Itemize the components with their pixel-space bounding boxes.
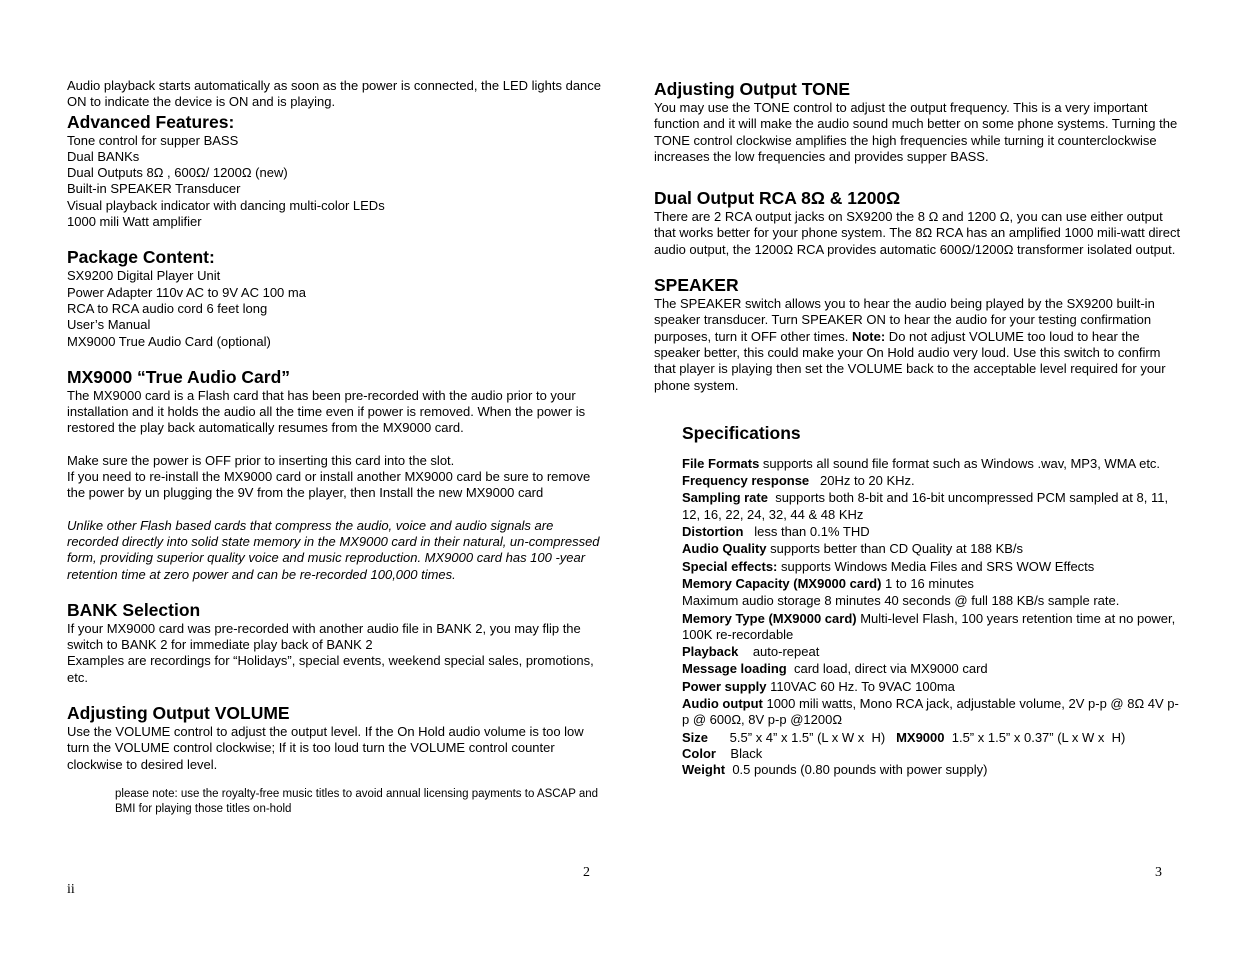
spec-row bbox=[682, 456, 1184, 472]
mx9000-reinstall: If you need to re-install the MX9000 card or install another MX9000 card be sure to remove the power by un plugging the 9V from the player, then Install the new MX9000 card bbox=[67, 469, 591, 501]
mx9000-heading: MX9000 “True Audio Card” bbox=[67, 366, 291, 387]
tone-paragraph: You may use the TONE control to adjust the output frequency. This is a very important function and it will make the audio sound much better on some phone systems. Turning the TONE control clockwise amplifies the high frequencies while turning it counterclockwise increases the low frequencies and provides supper BASS. bbox=[654, 100, 1178, 164]
spec-value: 20Hz to 20 KHz. bbox=[809, 473, 915, 489]
package-content-heading: Package Content: bbox=[67, 247, 215, 268]
speaker-heading: SPEAKER bbox=[654, 275, 739, 296]
speaker-paragraph bbox=[654, 296, 1184, 394]
dual-output-heading: Dual Output RCA 8Ω & 1200Ω bbox=[654, 188, 901, 209]
spec-value: 0.5 pounds (0.80 pounds with power supply) bbox=[725, 762, 988, 778]
spec-value: 110VAC 60 Hz. To 9VAC 100ma bbox=[766, 678, 955, 694]
list-item: Built-in SPEAKER Transducer bbox=[67, 181, 241, 197]
royalty-note: please note: use the royalty-free music titles to avoid annual licensing payments to ASCAP and BMI for playing those titles on-hold bbox=[115, 787, 599, 815]
spec-value: 1.5” x 1.5” x 0.37” (L x W x H) bbox=[944, 729, 1126, 745]
spec-value: 1 to 16 minutes bbox=[881, 575, 974, 591]
list-item: Tone control for supper BASS bbox=[67, 132, 239, 148]
spec-key: Color bbox=[682, 745, 716, 761]
package-list bbox=[67, 268, 602, 349]
list-item: User’s Manual bbox=[67, 317, 151, 333]
list-item: RCA to RCA audio cord 6 feet long bbox=[67, 300, 268, 316]
spec-row bbox=[682, 559, 1184, 575]
spec-row bbox=[682, 576, 1184, 592]
list-item: Dual BANKs bbox=[67, 148, 140, 164]
list-item: Power Adapter 110v AC to 9V AC 100 ma bbox=[67, 284, 306, 300]
spec-row-weight bbox=[682, 762, 1184, 778]
advanced-features-heading: Advanced Features: bbox=[67, 111, 235, 132]
spec-key: Power supply bbox=[682, 678, 767, 694]
spec-row bbox=[682, 473, 1184, 489]
list-item: Visual playback indicator with dancing multi-color LEDs bbox=[67, 197, 385, 213]
spec-value: less than 0.1% THD bbox=[743, 524, 870, 540]
intro-text: Audio playback starts automatically as soon as the power is connected, the LED lights dance ON to indicate the device is ON and is playing. bbox=[67, 78, 602, 110]
spec-key: MX9000 bbox=[896, 729, 945, 745]
spec-key: File Formats bbox=[682, 455, 760, 471]
spec-row bbox=[682, 696, 1184, 729]
speaker-note-label: Note: bbox=[851, 328, 886, 344]
spec-value: 5.5” x 4” x 1.5” (L x W x H) bbox=[708, 729, 897, 745]
spec-key: Weight bbox=[682, 762, 726, 778]
bank-paragraph: If your MX9000 card was pre-recorded with another audio file in BANK 2, you may flip the switch to BANK 2 for immediate play back of BANK 2 bbox=[67, 620, 581, 653]
spec-row bbox=[682, 541, 1184, 557]
list-item: MX9000 True Audio Card (optional) bbox=[67, 333, 271, 349]
spec-row bbox=[682, 661, 1184, 677]
spec-value: 1000 mili watts, Mono RCA jack, adjustable volume, 2V p-p @ 8Ω 4V p-p @ 600Ω, 8V p-p @1200Ω bbox=[682, 696, 1179, 728]
list-item: SX9200 Digital Player Unit bbox=[67, 268, 221, 284]
spec-row-size bbox=[682, 730, 1184, 746]
spec-value: supports Windows Media Files and SRS WOW Effects bbox=[777, 558, 1095, 574]
spec-row bbox=[682, 611, 1184, 644]
spec-key: Distortion bbox=[682, 524, 744, 540]
spec-value: supports better than CD Quality at 188 KB/s bbox=[766, 541, 1024, 557]
left-page bbox=[67, 78, 602, 817]
volume-heading: Adjusting Output VOLUME bbox=[67, 703, 290, 724]
spec-row bbox=[682, 644, 1184, 660]
specifications-section bbox=[682, 422, 1184, 779]
spec-key: Memory Capacity (MX9000 card) bbox=[682, 575, 882, 591]
speaker-text-a: The SPEAKER switch allows you to hear the audio being played by the SX9200 built-in speaker transducer. Turn SPEAKER ON to hear the audio for your testing confirmation purposes, turn it OFF other times. bbox=[654, 296, 1155, 344]
mx9000-power-note: Make sure the power is OFF prior to inserting this card into the slot. bbox=[67, 452, 455, 468]
spec-value: Multi-level Flash, 100 years retention time at no power, 100K re-recordable bbox=[682, 610, 1179, 642]
spec-row bbox=[682, 524, 1184, 540]
bank-selection-heading: BANK Selection bbox=[67, 599, 201, 620]
spec-key: Memory Type (MX9000 card) bbox=[682, 610, 857, 626]
page-footer-roman: ii bbox=[67, 882, 75, 897]
spec-row bbox=[682, 593, 1184, 609]
features-list bbox=[67, 133, 602, 231]
spec-key: Sampling rate bbox=[682, 490, 768, 506]
right-page bbox=[654, 78, 1184, 779]
mx9000-italic-note: Unlike other Flash based cards that compress the audio, voice and audio signals are recorded directly into solid state memory in the MX9000 card in their natural, un-compressed form, providing superior quality voice and music reproduction. MX9000 card has 100 -year retention time at zero power and can be re-recorded 100,000 times. bbox=[67, 517, 600, 582]
spec-key: Size bbox=[682, 729, 709, 745]
spec-value: supports all sound file format such as Windows .wav, MP3, WMA etc. bbox=[759, 455, 1161, 471]
spec-row bbox=[682, 490, 1184, 523]
spec-value: Black bbox=[715, 745, 763, 761]
mx9000-paragraph: The MX9000 card is a Flash card that has been pre-recorded with the audio prior to your installation and it holds the audio all the time even if power is removed. When the power is restored the play back automatically resumes from the MX9000 card. bbox=[67, 387, 586, 436]
spec-key: Special effects: bbox=[682, 558, 778, 574]
dual-output-paragraph: There are 2 RCA output jacks on SX9200 the 8 Ω and 1200 Ω, you can use either output that works better for your phone system. The 8Ω RCA has an amplified 1000 mili-watt direct audio output, the 1200Ω RCA provides automatic 600Ω/1200Ω transformer isolated output. bbox=[654, 209, 1181, 257]
volume-paragraph: Use the VOLUME control to adjust the output level. If the On Hold audio volume is too low turn the VOLUME control clockwise; If it is too loud turn the VOLUME control counter clockwise to desired level. bbox=[67, 724, 584, 772]
spec-key: Audio Quality bbox=[682, 541, 767, 557]
spec-key: Playback bbox=[682, 644, 739, 660]
specifications-heading: Specifications bbox=[682, 422, 801, 443]
page-number-left: 2 bbox=[583, 865, 590, 880]
speaker-text-b: Do not adjust VOLUME too loud to hear the speaker better, this could make your On Hold audio very loud. Use this switch to confirm that player is playing then set the VOLUME back to the acceptable level required for your phone system. bbox=[654, 328, 1166, 393]
spec-row-color bbox=[682, 746, 1184, 762]
tone-heading: Adjusting Output TONE bbox=[654, 79, 851, 99]
spec-value: auto-repeat bbox=[738, 644, 820, 660]
list-item: 1000 mili Watt amplifier bbox=[67, 214, 202, 230]
list-item: Dual Outputs 8Ω , 600Ω/ 1200Ω (new) bbox=[67, 165, 288, 181]
spec-row bbox=[682, 679, 1184, 695]
spec-value: card load, direct via MX9000 card bbox=[786, 661, 988, 677]
spec-key: Message loading bbox=[682, 661, 787, 677]
spec-key: Audio output bbox=[682, 696, 763, 712]
spec-value: Maximum audio storage 8 minutes 40 seconds @ full 188 KB/s sample rate. bbox=[682, 593, 1120, 609]
spec-key: Frequency response bbox=[682, 473, 810, 489]
spec-value: supports both 8-bit and 16-bit uncompressed PCM sampled at 8, 11, 12, 16, 22, 24, 32, 44 & 48 KHz bbox=[682, 490, 1172, 522]
page-number-right: 3 bbox=[1155, 865, 1162, 880]
bank-examples: Examples are recordings for “Holidays”, special events, weekend special sales, promotions, etc. bbox=[67, 653, 594, 685]
spec-rows bbox=[682, 456, 1184, 729]
